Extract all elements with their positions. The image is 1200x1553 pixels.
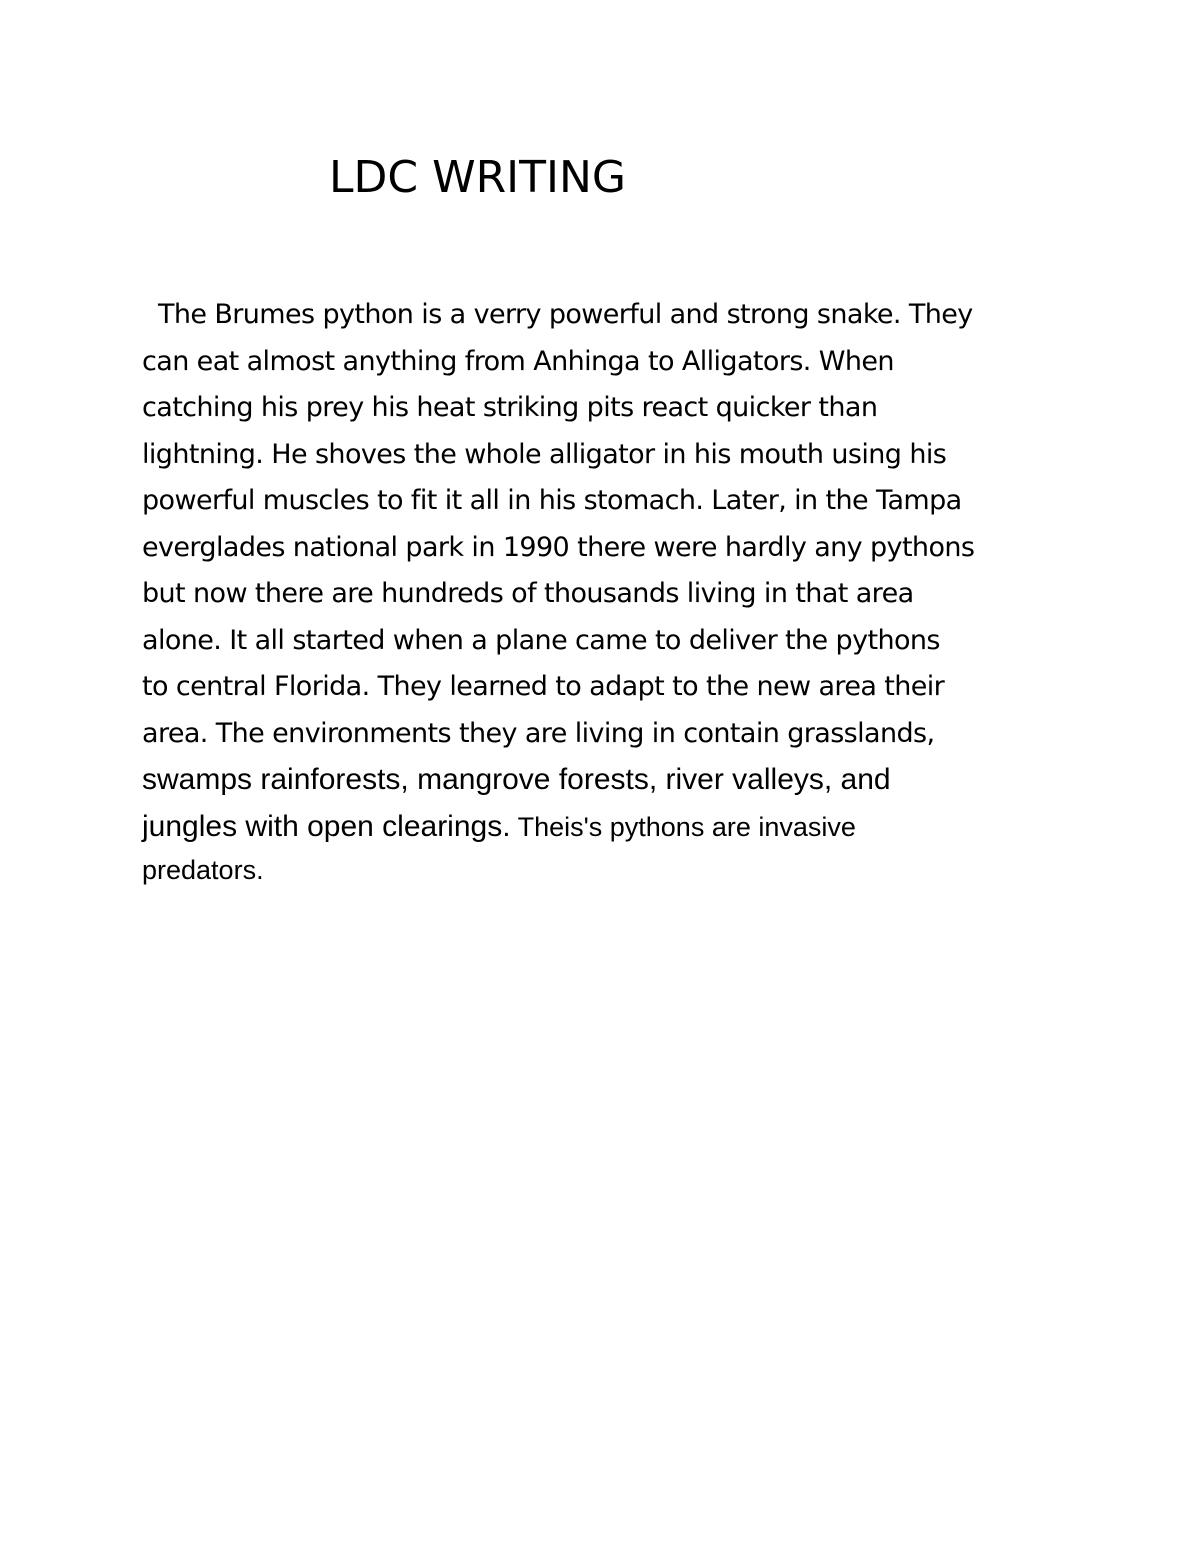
paragraph-line: to central Florida. They learned to adapt to the new area their bbox=[142, 671, 945, 702]
paragraph-segment: Theis's pythons are invasive bbox=[510, 811, 856, 842]
paragraph-line bbox=[142, 804, 1102, 851]
document-body bbox=[142, 292, 1102, 890]
paragraph-line: The Brumes python is a verry powerful and strong snake. They bbox=[142, 299, 973, 330]
paragraph-line: alone. It all started when a plane came to deliver the pythons bbox=[142, 624, 940, 656]
paragraph-line: everglades national park in 1990 there were hardly any pythons bbox=[142, 531, 975, 563]
paragraph-line: catching his prey his heat striking pits react quicker than bbox=[142, 392, 878, 423]
paragraph-line: powerful muscles to fit it all in his stomach. Later, in the Tampa bbox=[142, 485, 962, 516]
paragraph-line: but now there are hundreds of thousands living in that area bbox=[142, 578, 914, 609]
paragraph-line: lightning. He shoves the whole alligator in his mouth using his bbox=[142, 438, 947, 470]
paragraph-line: swamps rainforests, mangrove forests, river valleys, and bbox=[142, 763, 891, 796]
paragraph-line: can eat almost anything from Anhinga to Alligators. When bbox=[142, 345, 894, 377]
paragraph-line: area. The environments they are living in contain grasslands, bbox=[142, 717, 935, 749]
paragraph-segment: jungles with open clearings. bbox=[142, 809, 511, 843]
paragraph-line: predators. bbox=[142, 855, 264, 885]
document-title: LDC WRITING bbox=[329, 152, 627, 203]
